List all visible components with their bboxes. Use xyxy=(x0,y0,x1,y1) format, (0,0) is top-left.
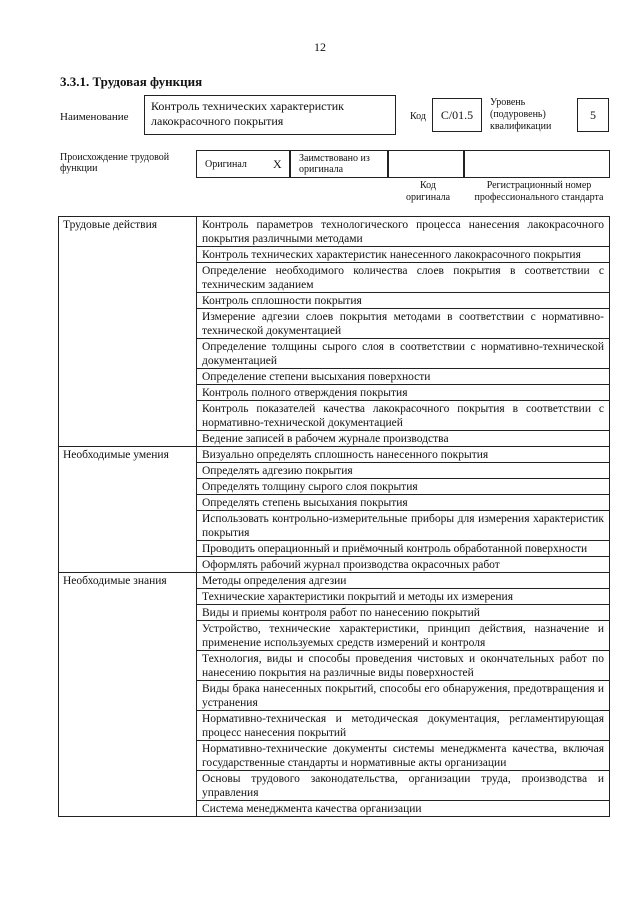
item-cell: Виды брака нанесенных покрытий, способы его обнаружения, предотвращения и устранения xyxy=(197,681,610,711)
code-label: Код xyxy=(410,111,426,122)
level-field: 5 xyxy=(577,98,609,132)
page-number: 12 xyxy=(314,40,326,54)
table-row xyxy=(59,217,610,247)
item-cell: Контроль полного отверждения покрытия xyxy=(197,385,610,401)
original-label: Оригинал xyxy=(205,159,247,170)
original-cell xyxy=(196,150,290,178)
item-cell: Устройство, технические характеристики, принцип действия, назначение и применение используемых средств измерений и контроля xyxy=(197,621,610,651)
item-cell: Проводить операционный и приёмочный контроль обработанной поверхности xyxy=(197,541,610,557)
item-cell: Определять адгезию покрытия xyxy=(197,463,610,479)
item-cell: Использовать контрольно-измерительные приборы для измерения характеристик покрытия xyxy=(197,511,610,541)
level-label: Уровень (подуровень) квалификации xyxy=(490,97,552,132)
item-cell: Определять толщину сырого слоя покрытия xyxy=(197,479,610,495)
origin-label: Происхождение трудовой функции xyxy=(60,152,170,174)
table-row xyxy=(59,573,610,589)
item-cell: Ведение записей в рабочем журнале производства xyxy=(197,431,610,447)
item-cell: Определение степени высыхания поверхности xyxy=(197,369,610,385)
item-cell: Нормативно-технические документы системы менеджмента качества, включая государственные стандарты и нормативные акты организации xyxy=(197,741,610,771)
category-cell: Необходимые знания xyxy=(59,573,197,817)
item-cell: Определять степень высыхания покрытия xyxy=(197,495,610,511)
function-table xyxy=(58,216,610,817)
item-cell: Виды и приемы контроля работ по нанесению покрытий xyxy=(197,605,610,621)
item-cell: Основы трудового законодательства, организации труда, производства и управления xyxy=(197,771,610,801)
borrowed-label: Заимствовано из оригинала xyxy=(299,153,370,175)
item-cell: Технические характеристики покрытий и методы их измерения xyxy=(197,589,610,605)
borrowed-cell xyxy=(290,150,388,178)
item-cell: Технология, виды и способы проведения чистовых и окончательных работ по нанесению покрытия на различные виды поверхностей xyxy=(197,651,610,681)
item-cell: Методы определения адгезии xyxy=(197,573,610,589)
function-name-field: Контроль технических характеристик лакокрасочного покрытия xyxy=(144,95,396,135)
original-mark: X xyxy=(273,157,282,171)
item-cell: Определение необходимого количества слоев покрытия в соответствии с техническим заданием xyxy=(197,263,610,293)
category-cell: Трудовые действия xyxy=(59,217,197,447)
item-cell: Определение толщины сырого слоя в соответствии с нормативно-технической документацией xyxy=(197,339,610,369)
table-row xyxy=(59,447,610,463)
item-cell: Контроль сплошности покрытия xyxy=(197,293,610,309)
item-cell: Система менеджмента качества организации xyxy=(197,801,610,817)
code-field: С/01.5 xyxy=(432,98,482,132)
item-cell: Контроль технических характеристик нанесенного лакокрасочного покрытия xyxy=(197,247,610,263)
code-original-cell xyxy=(388,150,464,178)
item-cell: Нормативно-техническая и методическая документация, регламентирующая процесс нанесения покрытий xyxy=(197,711,610,741)
item-cell: Оформлять рабочий журнал производства окрасочных работ xyxy=(197,557,610,573)
category-cell: Необходимые умения xyxy=(59,447,197,573)
reg-number-label: Регистрационный номер профессионального стандарта xyxy=(474,180,604,203)
item-cell: Визуально определять сплошность нанесенного покрытия xyxy=(197,447,610,463)
name-label: Наименование xyxy=(60,111,129,123)
reg-number-cell xyxy=(464,150,610,178)
item-cell: Контроль параметров технологического процесса нанесения лакокрасочного покрытия различными методами xyxy=(197,217,610,247)
item-cell: Измерение адгезии слоев покрытия методами в соответствии с нормативно-технической документацией xyxy=(197,309,610,339)
item-cell: Контроль показателей качества лакокрасочного покрытия в соответствии с нормативно-технической документацией xyxy=(197,401,610,431)
code-original-label: Код оригинала xyxy=(405,180,451,203)
section-title: 3.3.1. Трудовая функция xyxy=(60,74,203,89)
